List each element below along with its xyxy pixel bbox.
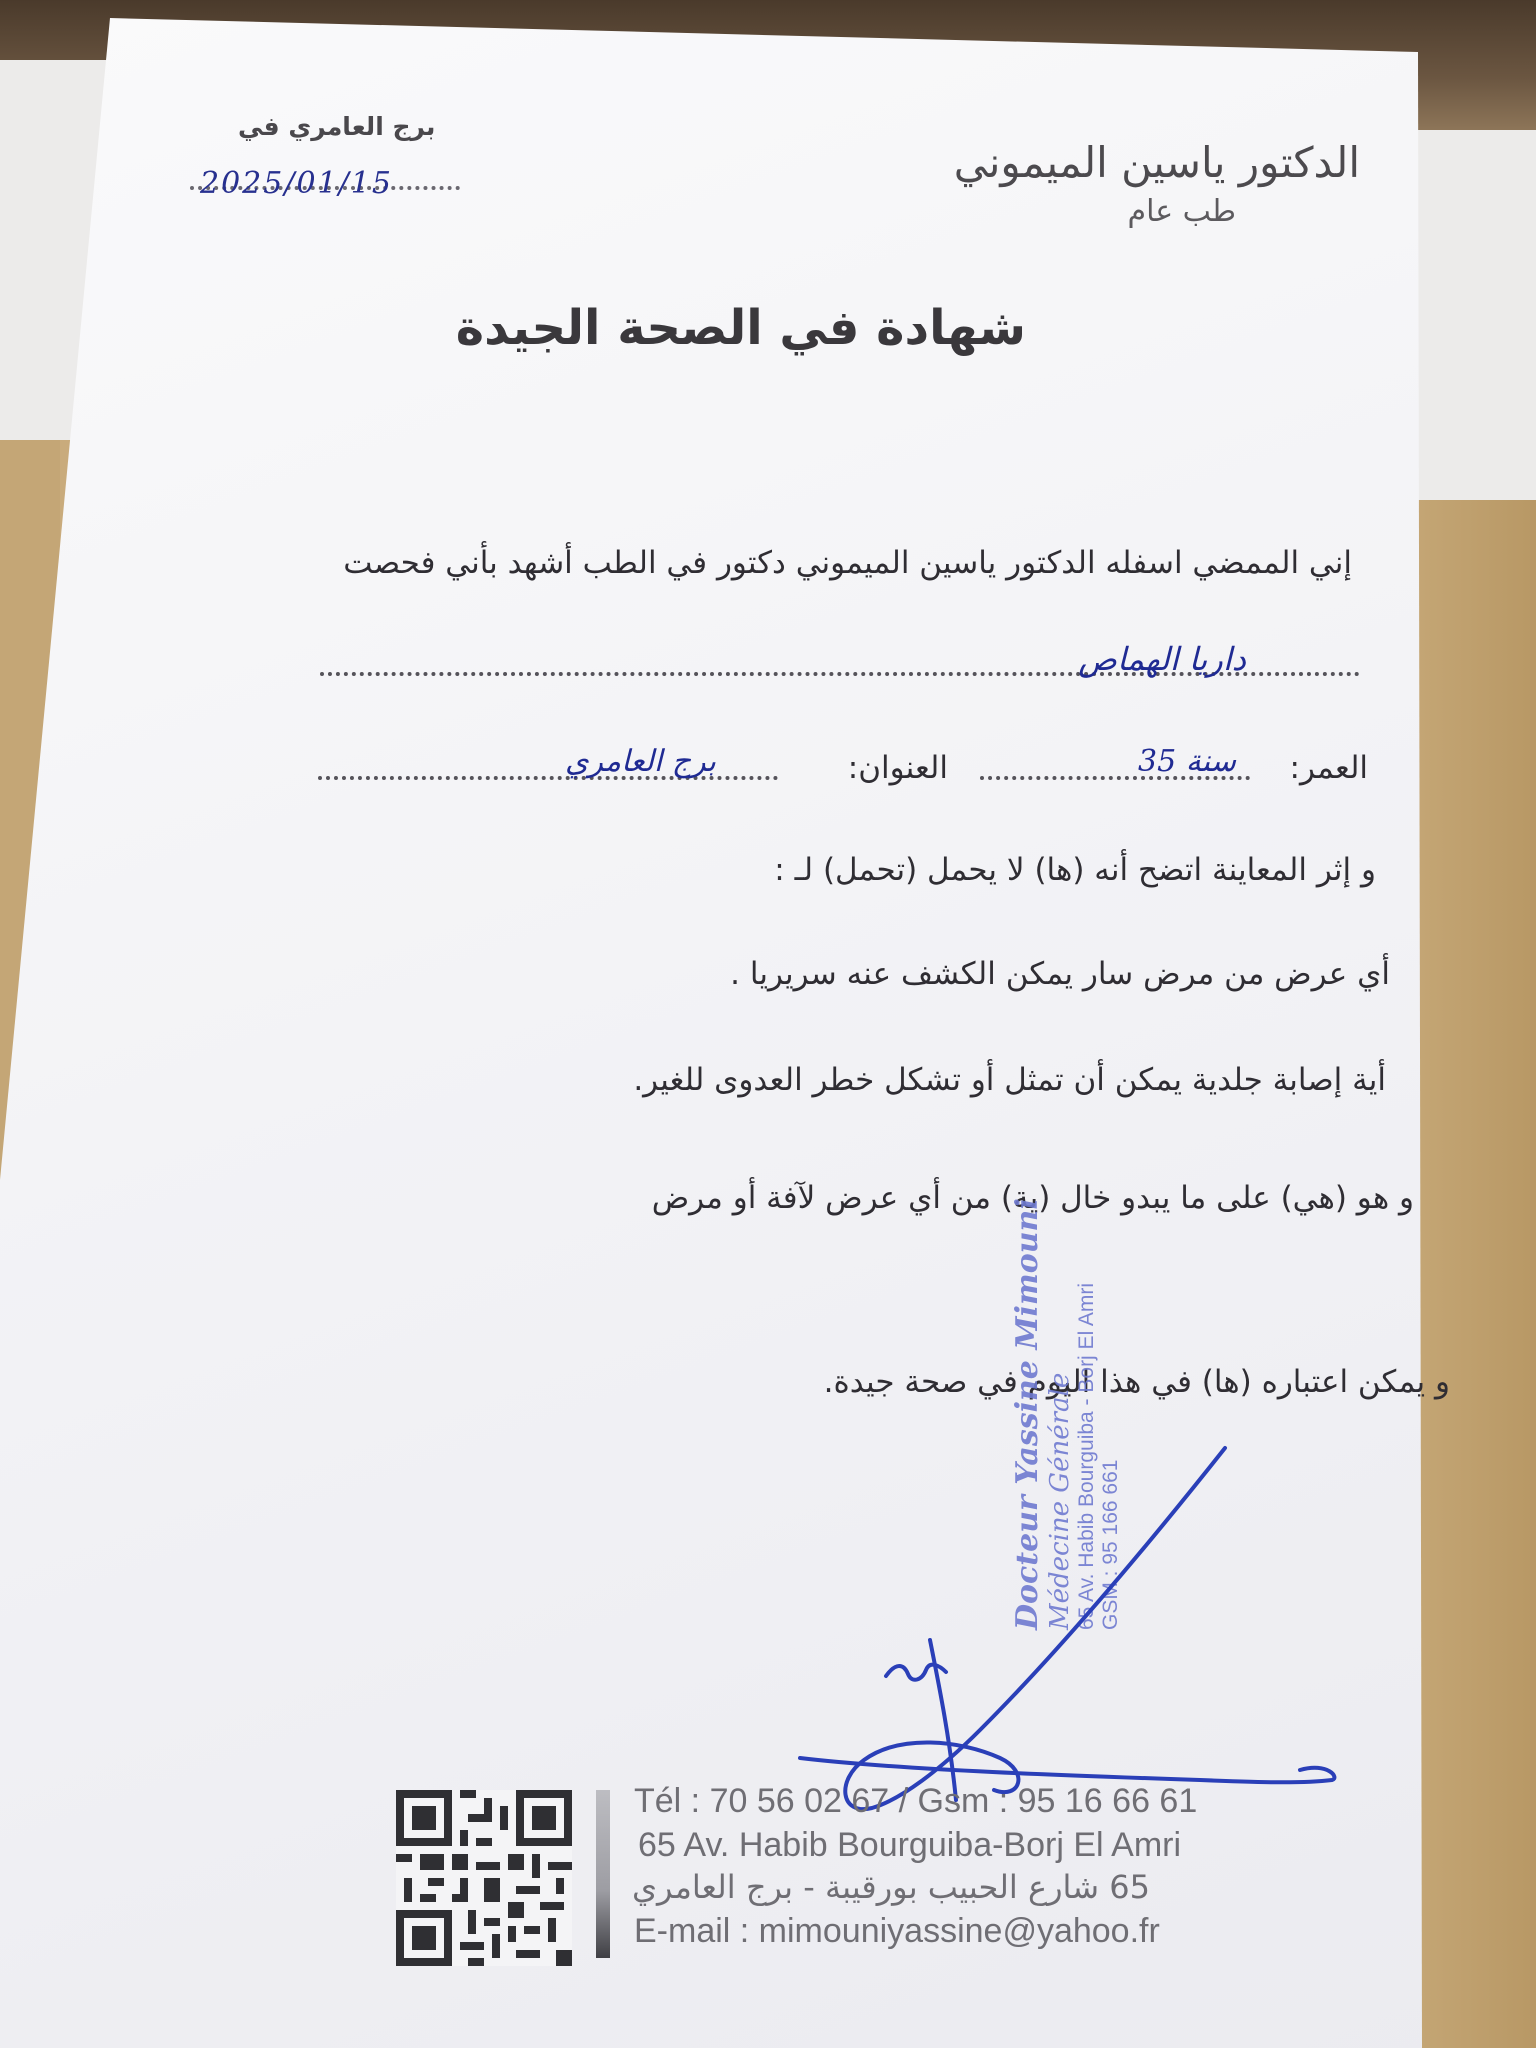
certificate-title: شهادة في الصحة الجيدة — [455, 300, 1026, 356]
age-label: العمر: — [1289, 750, 1368, 786]
condition-line-1: أي عرض من مرض سار يمكن الكشف عنه سريريا . — [730, 956, 1390, 992]
footer-accent-bar — [596, 1790, 610, 1958]
conclusion-line: و يمكن اعتباره (ها) في هذا اليوم في صحة جيدة. — [823, 1364, 1450, 1400]
doctor-specialty: طب عام — [1127, 194, 1236, 229]
declaration-line: إني الممضي اسفله الدكتور ياسين الميموني دكتور في الطب أشهد بأني فحصت — [343, 545, 1352, 581]
qr-code — [396, 1790, 572, 1966]
doctor-name: الدكتور ياسين الميموني — [953, 138, 1360, 187]
handwritten-address: برج العامري — [565, 744, 716, 779]
footer-address-fr: 65 Av. Habib Bourguiba-Borj El Amri — [638, 1826, 1182, 1864]
handwritten-date: 2025/01/15 — [200, 166, 393, 201]
address-label: العنوان: — [847, 750, 948, 786]
examination-line: و إثر المعاينة اتضح أنه (ها) لا يحمل (تحمل) لـ : — [774, 852, 1376, 888]
stamp-gsm: GSM : 95 166 661 — [1099, 1459, 1122, 1630]
stamp-name: Docteur Yassine Mimouni — [1010, 1198, 1045, 1630]
footer-phone: Tél : 70 56 02 67 / Gsm : 95 16 66 61 — [634, 1782, 1198, 1820]
footer-address-ar: 65 شارع الحبيب بورقيبة - برج العامري — [632, 1868, 1150, 1906]
issue-location: برج العامري في — [238, 112, 436, 141]
handwritten-patient-name: داريا الهماص — [1078, 640, 1246, 678]
stamp-address: 65 Av. Habib Bourguiba - Borj El Amri — [1075, 1282, 1098, 1630]
condition-line-2: أية إصابة جلدية يمكن أن تمثل أو تشكل خطر العدوى للغير. — [633, 1062, 1386, 1098]
handwritten-age: 35 سنة — [1138, 744, 1236, 779]
footer-email: E-mail : mimouniyassine@yahoo.fr — [634, 1912, 1160, 1950]
stamp-specialty: Médecine Générale — [1045, 1372, 1075, 1630]
condition-line-3: و هو (هي) على ما يبدو خال (ية) من أي عرض لآفة أو مرض — [651, 1180, 1414, 1216]
